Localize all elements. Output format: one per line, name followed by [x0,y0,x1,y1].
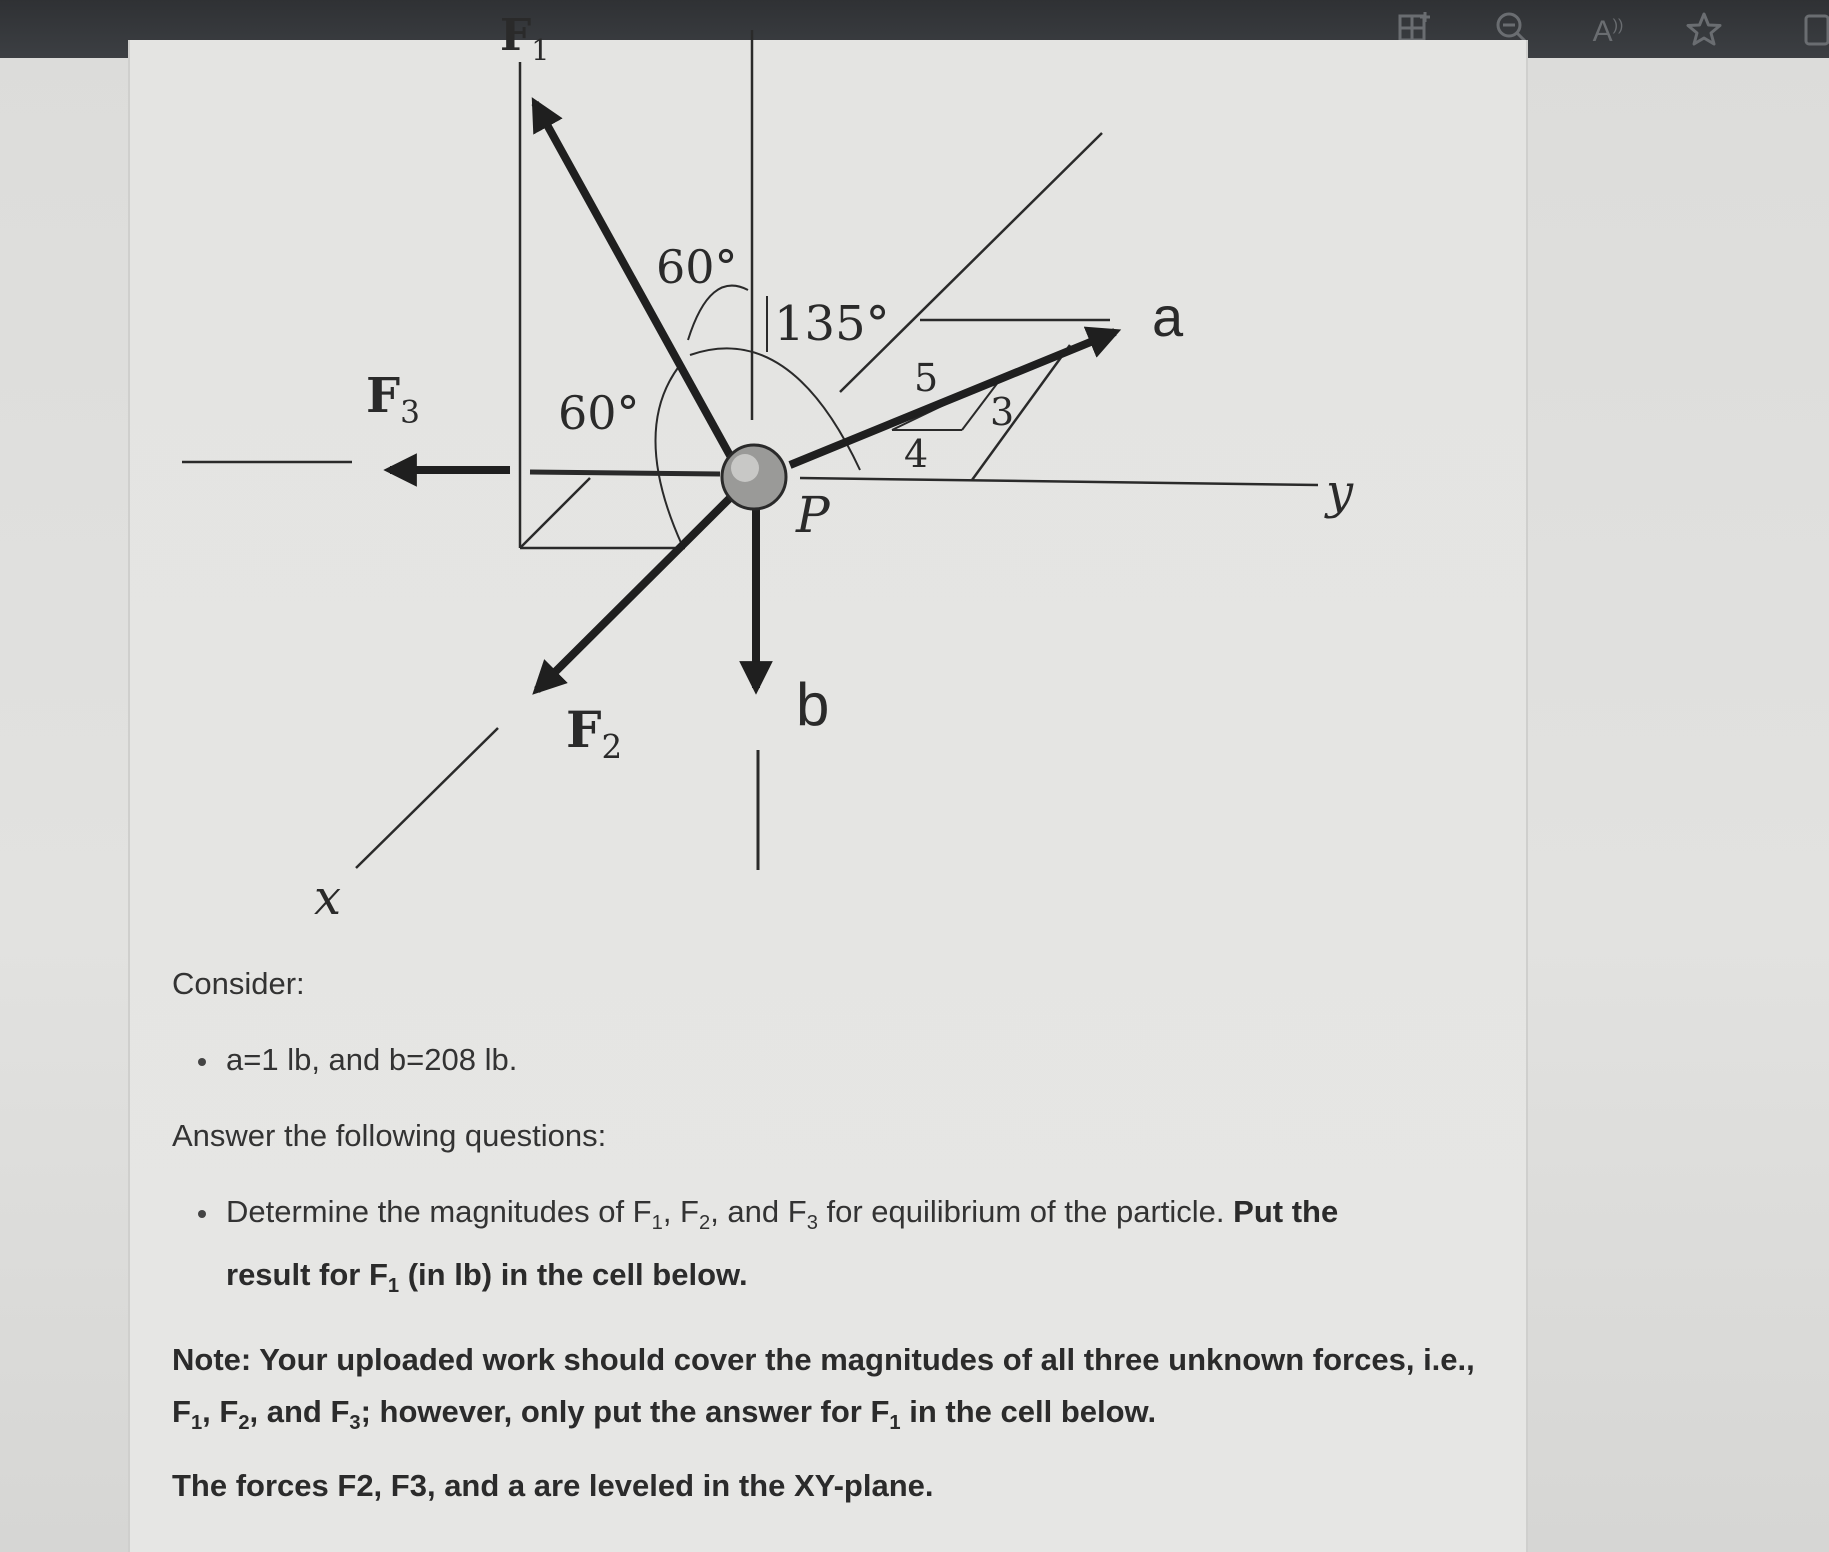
horizontal-axis-mid [530,472,720,474]
x-axis [356,728,498,868]
q1-sub-3: 3 [806,1212,818,1235]
slope-label-3: 3 [990,390,1015,434]
note-text [172,1334,1512,1449]
y-axis [800,478,1318,485]
q1-sub-1: 1 [651,1212,663,1235]
arc-60-left [655,365,682,545]
note-sub-last: 1 [889,1412,901,1435]
label-f1-sub: 1 [531,32,550,67]
given-values: a=1 lb, and b=208 lb. [226,1042,518,1077]
sound-waves-icon: )) [1612,17,1624,34]
q1-text-2: , F [662,1194,699,1229]
q1-bold-sub: 1 [387,1275,400,1298]
force-f2-arrow [537,490,738,690]
q1-bold-3: (in lb) in the cell below. [399,1257,748,1293]
particle-highlight [731,454,759,482]
read-aloud-letter: A [1592,15,1613,48]
label-y-axis: y [1326,464,1354,520]
bullet-given [198,1058,206,1066]
label-f3-letter: F [366,368,401,424]
note-line-1: Note: Your uploaded work should cover the magnitudes of all three unknown forces, i.e., [172,1342,1475,1377]
q1-text-1: Determine the magnitudes of F [226,1194,652,1229]
label-f2-letter: F [566,700,602,759]
consider-label: Consider: [172,966,305,1001]
slope-label-5: 5 [914,356,939,400]
question-text [226,1186,1516,1312]
note-sub-3: 3 [349,1412,361,1435]
label-x-axis: x [314,870,342,926]
angle-60-left: 60° [558,386,640,440]
q1-text-3: , and F [710,1194,807,1229]
note-comma-1: , F [202,1394,239,1429]
answer-heading: Answer the following questions: [172,1118,607,1153]
q1-sub-2: 2 [698,1212,711,1235]
a-construction-diag-lower [972,345,1070,480]
slope-label-4: 4 [904,432,929,476]
plane-note: The forces F2, F3, and a are leveled in the XY-plane. [172,1468,934,1503]
label-f2-sub: 2 [601,728,623,766]
angle-60-top: 60° [656,240,738,294]
note-sub-2: 2 [238,1412,250,1435]
bullet-question [198,1210,206,1218]
note-and: , and F [249,1394,350,1429]
q1-bold-1: Put the [1233,1194,1339,1229]
angle-135: 135° [766,296,890,352]
q1-bold-2: result for F [226,1257,388,1293]
label-f2 [566,700,622,766]
label-p: P [796,486,830,544]
note-sub-1: 1 [190,1412,203,1435]
label-f3-sub: 3 [400,394,420,431]
note-f: F [172,1394,191,1429]
note-rest: ; however, only put the answer for F [360,1394,890,1429]
label-f3 [366,368,420,431]
note-end: in the cell below. [900,1394,1157,1429]
label-b: b [796,671,830,738]
label-f1-letter: F [500,10,532,61]
construction-diag [520,478,590,548]
label-f1 [500,10,549,67]
label-a: a [1152,285,1184,348]
q1-text-4: for equilibrium of the particle. [817,1194,1234,1229]
